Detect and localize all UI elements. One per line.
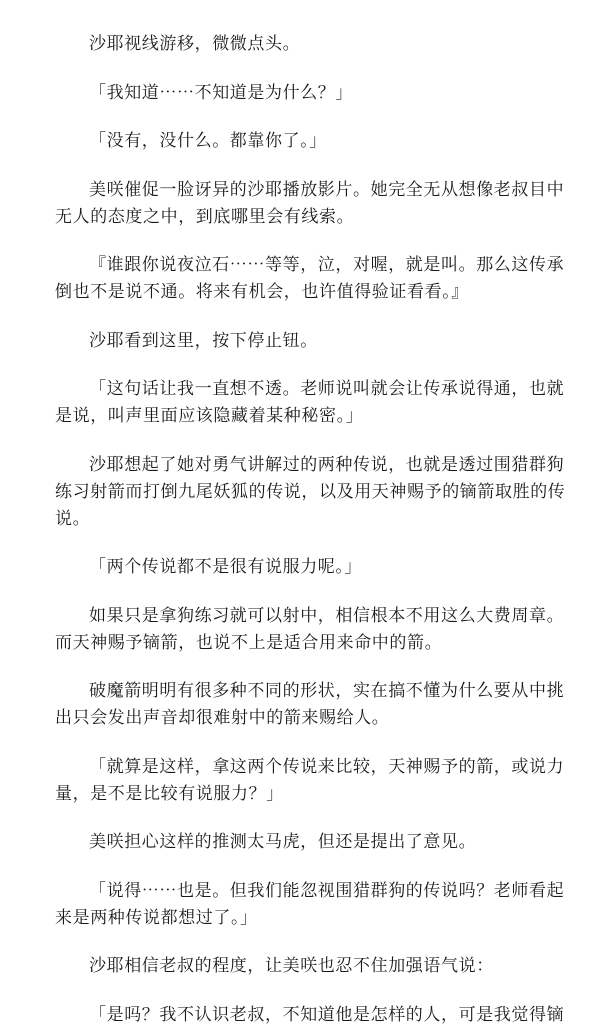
- paragraph: 如果只是拿狗练习就可以射中，相信根本不用这么大费周章。而天神赐予镝箭，也说不上是适合用来命中的箭。: [55, 605, 565, 653]
- paragraph: 沙耶想起了她对勇气讲解过的两种传说，也就是透过围猎群狗练习射箭而打倒九尾妖狐的传说，以及用天神赐予的镝箭取胜的传说。: [55, 454, 566, 529]
- paragraph: 「没有，没什么。都靠你了。」: [89, 131, 327, 151]
- paragraph: 沙耶看到这里，按下停止钮。: [89, 330, 318, 351]
- paragraph: 「说得⋯⋯也是。但我们能忽视围猎群狗的传说吗？老师看起来是两种传说都想过了。」: [55, 880, 565, 928]
- paragraph: 美咲催促一脸讶异的沙耶播放影片。她完全无从想像老叔目中无人的态度之中，到底哪里会有线索。: [55, 179, 565, 227]
- paragraph: 「两个传说都不是很有说服力呢。」: [89, 557, 363, 577]
- paragraph: 沙耶相信老叔的程度，让美咲也忍不住加强语气说：: [89, 956, 494, 976]
- paragraph: 沙耶视线游移，微微点头。: [89, 34, 301, 54]
- paragraph: 「是吗？我不认识老叔，不知道他是怎样的人，可是我觉得镝: [89, 1004, 565, 1025]
- paragraph: 「我知道⋯⋯不知道是为什么？」: [89, 82, 353, 103]
- paragraph: 破魔箭明明有很多种不同的形状，实在搞不懂为什么要从中挑出只会发出声音却很难射中的箭来赐给人。: [55, 681, 565, 728]
- paragraph: 「就算是这样，拿这两个传说来比较，天神赐予的箭，或说力量，是不是比较有说服力？」: [55, 756, 565, 804]
- paragraph: 美咲担心这样的推测太马虎，但还是提出了意见。: [89, 832, 477, 852]
- paragraph: 「这句话让我一直想不透。老师说叫就会让传承说得通，也就是说，叫声里面应该隐藏着某种秘密。」: [55, 379, 565, 426]
- paragraph: 『谁跟你说夜泣石⋯⋯等等，泣，对喔，就是叫。那么这传承倒也不是说不通。将来有机会，也许值得验证看看。』: [55, 255, 565, 302]
